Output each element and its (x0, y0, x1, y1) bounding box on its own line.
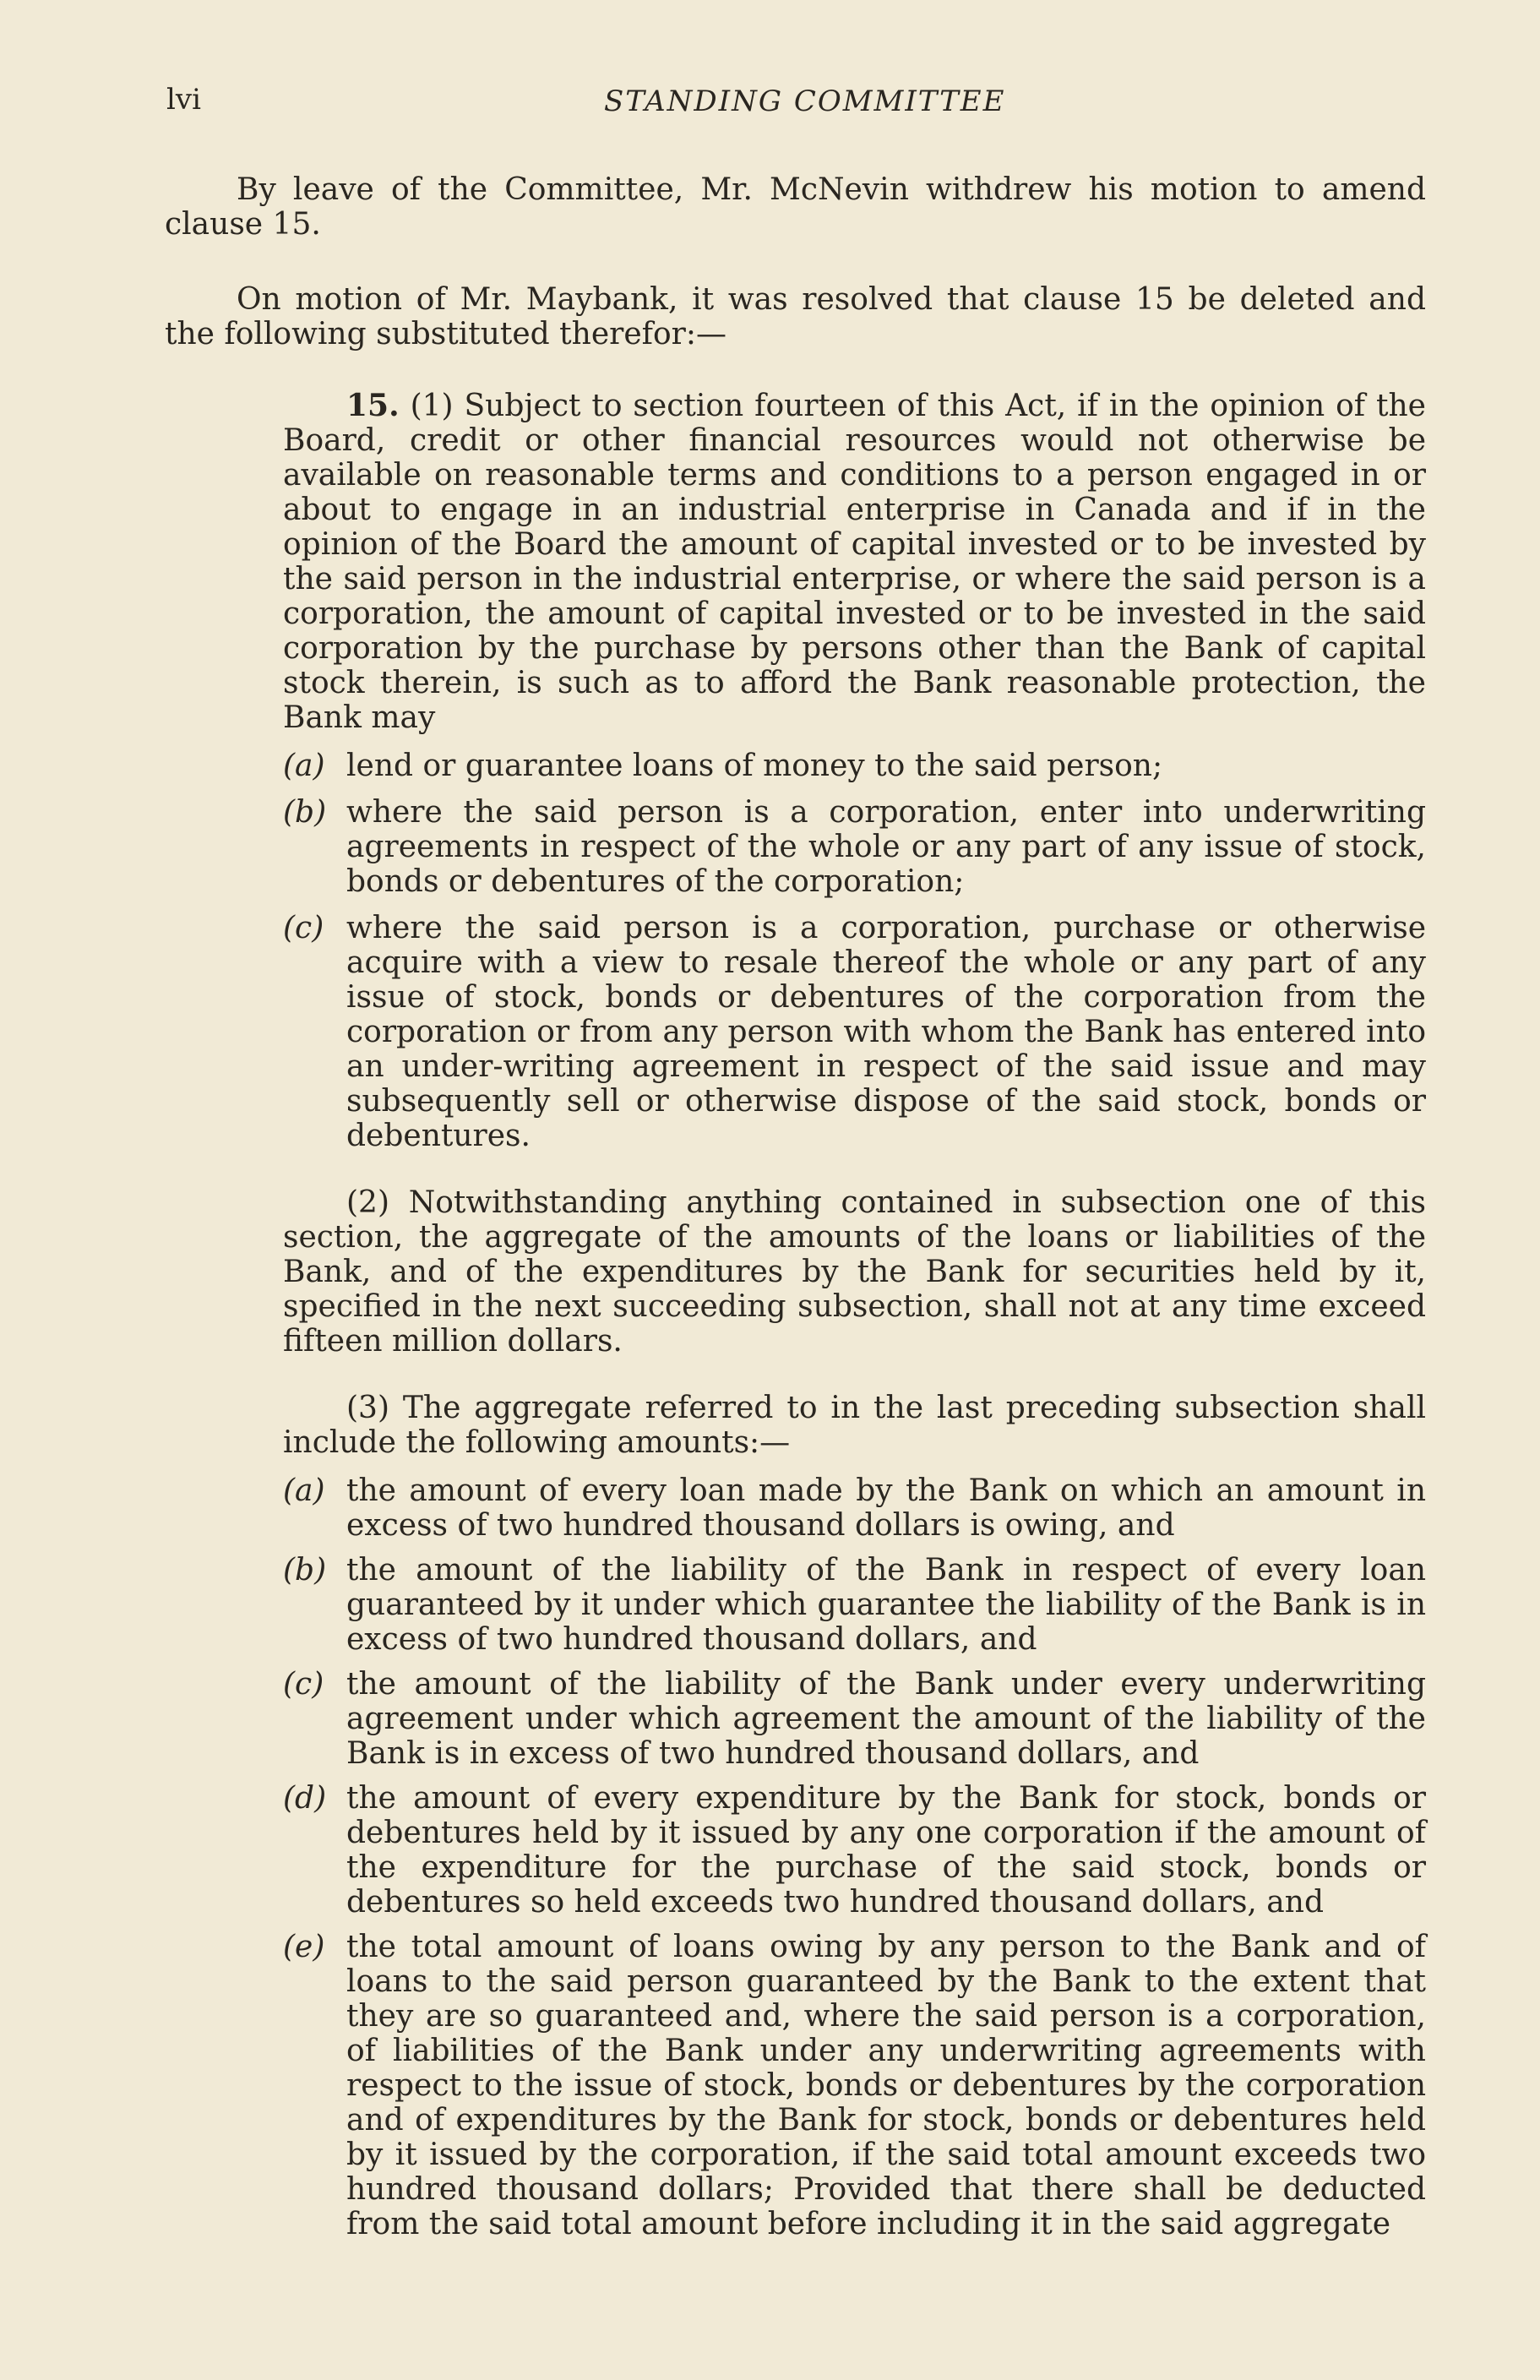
withdrawal-paragraph: By leave of the Committee, Mr. McNevin withdrew his motion to amend clause 15. (165, 172, 1426, 242)
page-number: lvi (166, 83, 201, 117)
subsection-2: (2) Notwithstanding anything contained in subsection one of this section, the aggregate of the amounts of the loans or liabilities of the Bank, and of the expenditures by the Bank for securities held by it, specified in the next succeeding subsection, shall not at any time exceed fifteen million dollars. (283, 1185, 1426, 1359)
list-item (283, 1473, 1426, 1543)
clause-number: 15. (346, 388, 400, 423)
list-item (283, 911, 1426, 1153)
item-label: (c) (283, 911, 324, 945)
item-text: the amount of the liability of the Bank in respect of every loan guaranteed by it under which guarantee the liability of the Bank is in excess of two hundred thousand dollars, and (346, 1553, 1426, 1657)
clause-15 (283, 389, 1426, 2241)
item-label: (b) (283, 1553, 327, 1588)
list-item (283, 749, 1426, 783)
motion-paragraph: On motion of Mr. Maybank, it was resolved that clause 15 be deleted and the following substituted therefor:— (165, 282, 1426, 351)
subsection-1 (283, 389, 1426, 735)
running-title: STANDING COMMITTEE (604, 84, 1006, 118)
list-item (283, 1553, 1426, 1657)
item-label: (b) (283, 795, 327, 830)
item-label: (e) (283, 1930, 325, 1964)
subsection-1-list (283, 749, 1426, 1153)
subsection-1-text: (1) Subject to section fourteen of this Act, if in the opinion of the Board, credit or other financial resources would not otherwise be available on reasonable terms and conditions to a person engaged in or about to engage in an industrial enterprise in Canada and if in the opinion of the Board the amount of capital invested or to be invested by the said person in the industrial enterprise, or where the said person is a corporation, the amount of capital invested or to be invested in the said corporation by the purchase by persons other than the Bank of capital stock therein, is such as to afford the Bank reasonable protection, the Bank may (283, 389, 1426, 735)
item-label: (c) (283, 1667, 324, 1702)
item-text: the amount of every loan made by the Bank on which an amount in excess of two hundred thousand dollars is owing, and (346, 1473, 1426, 1543)
item-text: where the said person is a corporation, enter into underwriting agreements in respect of the whole or any part of any issue of stock, bonds or debentures of the corporation; (346, 795, 1426, 899)
list-item (283, 1930, 1426, 2241)
item-text: lend or guarantee loans of money to the said person; (346, 749, 1163, 783)
list-item (283, 1781, 1426, 1920)
item-label: (d) (283, 1781, 327, 1816)
page-header (165, 78, 1426, 128)
document-body (165, 172, 1426, 2241)
item-text: the amount of every expenditure by the Bank for stock, bonds or debentures held by it issued by any one corporation if the amount of the expenditure for the purchase of the said stock, bonds or debentures so held exceeds two hundred thousand dollars, and (346, 1781, 1426, 1920)
item-label: (a) (283, 1473, 325, 1508)
item-text: the amount of the liability of the Bank under every underwriting agreement under which agreement the amount of the liability of the Bank is in excess of two hundred thousand dollars, and (346, 1667, 1426, 1771)
subsection-3-list (283, 1473, 1426, 2241)
item-text: where the said person is a corporation, purchase or otherwise acquire with a view to resale thereof the whole or any part of any issue of stock, bonds or debentures of the corporation from the corporation or from any person with whom the Bank has entered into an under-writing agreement in respect of the said issue and may subsequently sell or otherwise dispose of the said stock, bonds or debentures. (346, 911, 1426, 1153)
list-item (283, 1667, 1426, 1771)
list-item (283, 795, 1426, 899)
subsection-3: (3) The aggregate referred to in the last preceding subsection shall include the following amounts:— (283, 1391, 1426, 1460)
item-text: the total amount of loans owing by any person to the Bank and of loans to the said person guaranteed by the Bank to the extent that they are so guaranteed and, where the said person is a corporation, of liabilities of the Bank under any underwriting agreements with respect to the issue of stock, bonds or debentures by the corporation and of expenditures by the Bank for stock, bonds or debentures held by it issued by the corporation, if the said total amount exceeds two hundred thousand dollars; Provided that there shall be deducted from the said total amount before including it in the said aggregate (346, 1930, 1426, 2241)
item-label: (a) (283, 749, 325, 783)
